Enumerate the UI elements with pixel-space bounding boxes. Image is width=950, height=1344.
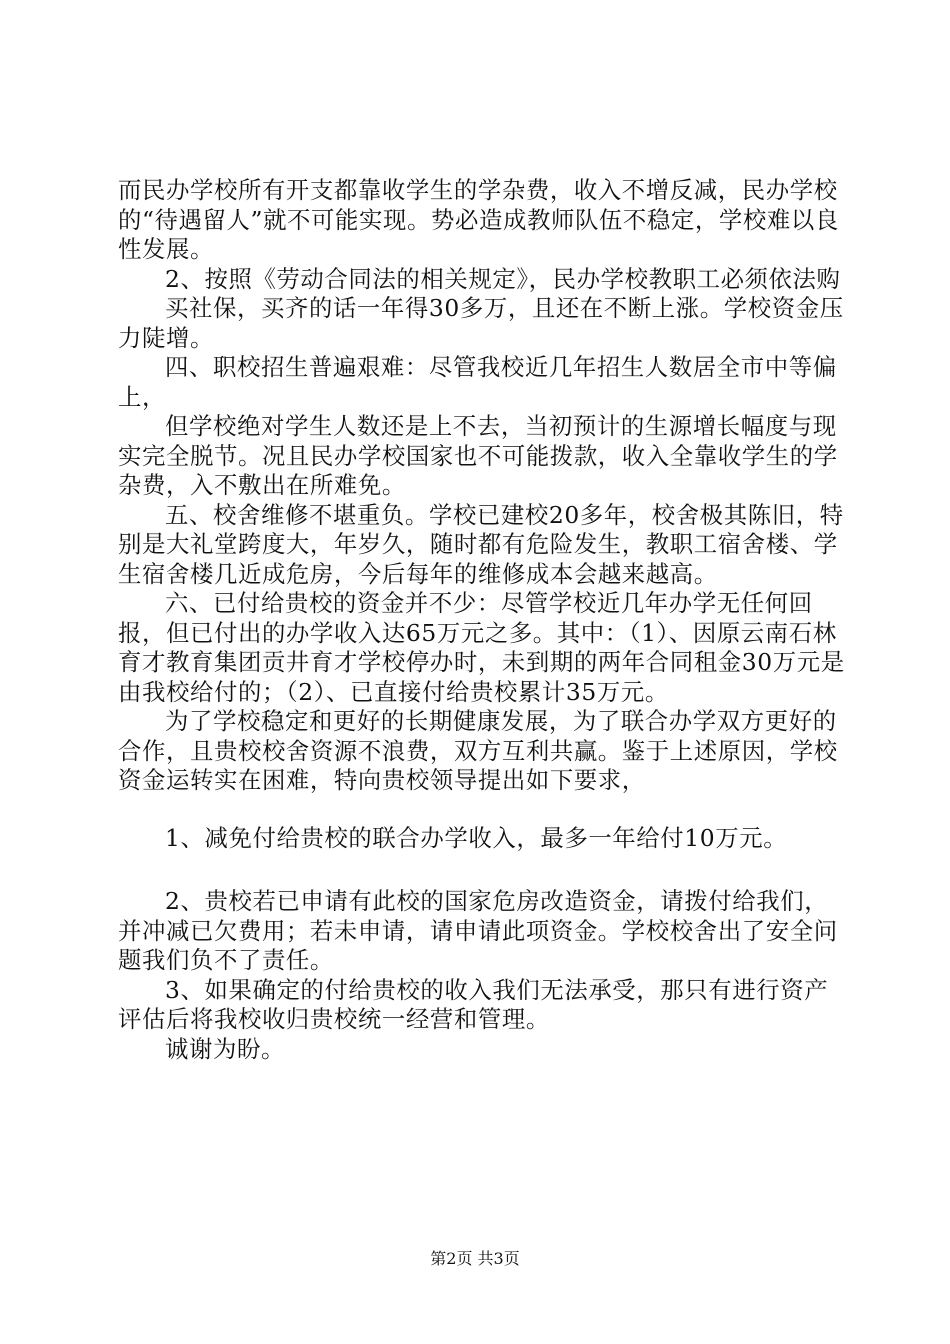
paragraph-8: 为了学校稳定和更好的长期健康发展，为了联合办学双方更好的合作，且贵校校舍资源不浪费，双方互利共赢。鉴于上述原因，学校资金运转实在困难，特向贵校领导提出如下要求， xyxy=(118,707,838,794)
paragraph-2: 2、按照《劳动合同法的相关规定》，民办学校教职工必须依法购 xyxy=(165,264,841,293)
paragraph-6: 五、校舍维修不堪重负。学校已建校20多年，校舍极其陈旧，特别是大礼堂跨度大，年岁久，随时都有危险发生，教职工宿舍楼、学生宿舍楼几近成危房，今后每年的维修成本会越来越高。 xyxy=(118,500,844,588)
paragraph-1: 而民办学校所有开支都靠收学生的学杂费，收入不增反减，民办学校的“待遇留人”就不可能实现。势必造成教师队伍不稳定，学校难以良性发展。 xyxy=(118,176,839,263)
paragraph-7: 六、已付给贵校的资金并不少：尽管学校近几年办学无任何回报，但已付出的办学收入达65万元之多。其中：（1）、因原云南石林育才教育集团贡井育才学校停办时，未到期的两年合同租金30万元是由我校给付的；（2）、已直接付给贵校累计35万元。 xyxy=(118,589,845,706)
request-item-2: 2、贵校若已申请有此校的国家危房改造资金，请拨付给我们，并冲减已欠费用；若未申请，请申请此项资金。学校校舍出了安全问题我们负不了责任。 xyxy=(118,887,838,974)
paragraph-4: 四、职校招生普遍艰难：尽管我校近几年招生人数居全市中等偏上， xyxy=(118,353,837,411)
closing-line: 诚谢为盼。 xyxy=(165,1034,285,1063)
page-number: 第2页 共3页 xyxy=(430,1249,520,1268)
document-body xyxy=(118,176,848,1064)
paragraph-5: 但学校绝对学生人数还是上不去，当初预计的生源增长幅度与现实完全脱节。况且民办学校国家也不可能拨款，收入全靠收学生的学杂费，入不敷出在所难免。 xyxy=(118,412,838,499)
request-item-1: 1、减免付给贵校的联合办学收入，最多一年给付10万元。 xyxy=(165,823,788,852)
paragraph-3: 买社保，买齐的话一年得30多万，且还在不断上涨。学校资金压力陡增。 xyxy=(118,294,844,352)
request-item-3: 3、如果确定的付给贵校的收入我们无法承受，那只有进行资产评估后将我校收归贵校统一经营和管理。 xyxy=(118,975,829,1033)
